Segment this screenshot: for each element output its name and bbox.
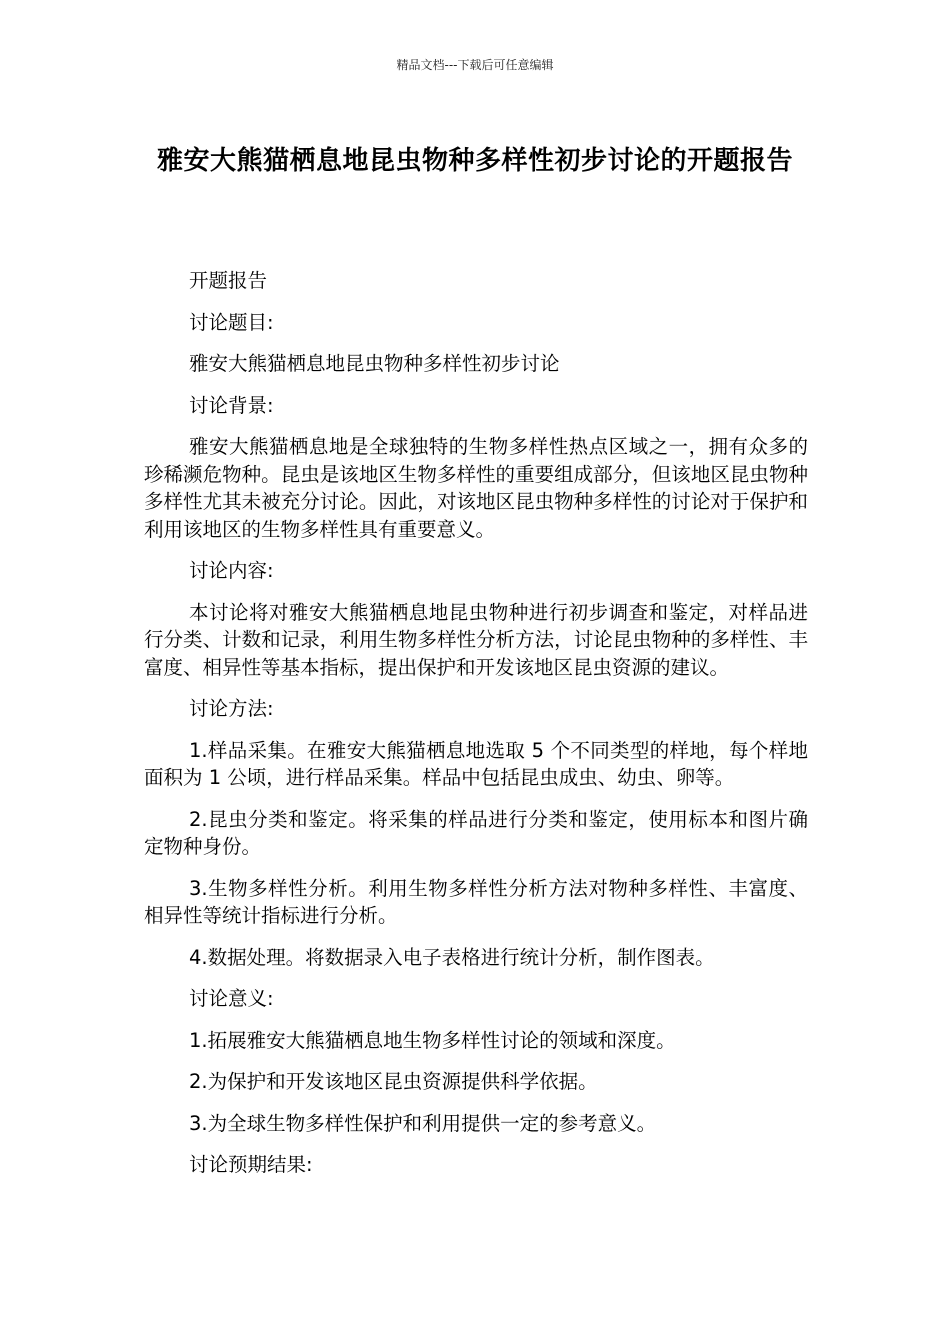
paragraph-method-4: 4.数据处理。将数据录入电子表格进行统计分析，制作图表。 bbox=[189, 945, 715, 969]
paragraph-method-3: 3.生物多样性分析。利用生物多样性分析方法对物种多样性、丰富度、相异性等统计指标进行分析。 bbox=[144, 876, 808, 927]
paragraph-significance-1: 1.拓展雅安大熊猫栖息地生物多样性讨论的领域和深度。 bbox=[189, 1028, 676, 1052]
document-body bbox=[144, 267, 808, 1193]
paragraph-content: 本讨论将对雅安大熊猫栖息地昆虫物种进行初步调查和鉴定，对样品进行分类、计数和记录，利用生物多样性分析方法，讨论昆虫物种的多样性、丰富度、相异性等基本指标，提出保护和开发该地区昆虫资源的建议。 bbox=[144, 600, 808, 679]
paragraph-content-heading: 讨论内容: bbox=[189, 559, 274, 582]
paragraph-report-label: 开题报告 bbox=[189, 269, 268, 292]
page-header: 精品文档---下载后可任意编辑 bbox=[396, 58, 554, 72]
paragraph-expected-results-heading: 讨论预期结果: bbox=[189, 1153, 313, 1176]
paragraph-significance-3: 3.为全球生物多样性保护和利用提供一定的参考意义。 bbox=[189, 1111, 657, 1135]
paragraph-background-heading: 讨论背景: bbox=[189, 393, 274, 417]
paragraph-method-2: 2.昆虫分类和鉴定。将采集的样品进行分类和鉴定，使用标本和图片确定物种身份。 bbox=[144, 807, 808, 858]
paragraph-background: 雅安大熊猫栖息地是全球独特的生物多样性热点区域之一，拥有众多的珍稀濒危物种。昆虫是该地区生物多样性的重要组成部分，但该地区昆虫物种多样性尤其未被充分讨论。因此，对该地区昆虫物种多样性的讨论对于保护和利用该地区的生物多样性具有重要意义。 bbox=[144, 435, 808, 541]
paragraph-significance-heading: 讨论意义: bbox=[189, 987, 274, 1010]
paragraph-method-heading: 讨论方法: bbox=[189, 697, 274, 720]
paragraph-significance-2: 2.为保护和开发该地区昆虫资源提供科学依据。 bbox=[189, 1070, 598, 1093]
paragraph-topic-heading: 讨论题目: bbox=[189, 310, 274, 334]
paragraph-topic: 雅安大熊猫栖息地昆虫物种多样性初步讨论 bbox=[189, 352, 560, 375]
document-title: 雅安大熊猫栖息地昆虫物种多样性初步讨论的开题报告 bbox=[156, 146, 793, 176]
paragraph-method-1: 1.样品采集。在雅安大熊猫栖息地选取 5 个不同类型的样地，每个样地面积为 1 公顷，进行样品采集。样品中包括昆虫成虫、幼虫、卵等。 bbox=[144, 738, 808, 789]
